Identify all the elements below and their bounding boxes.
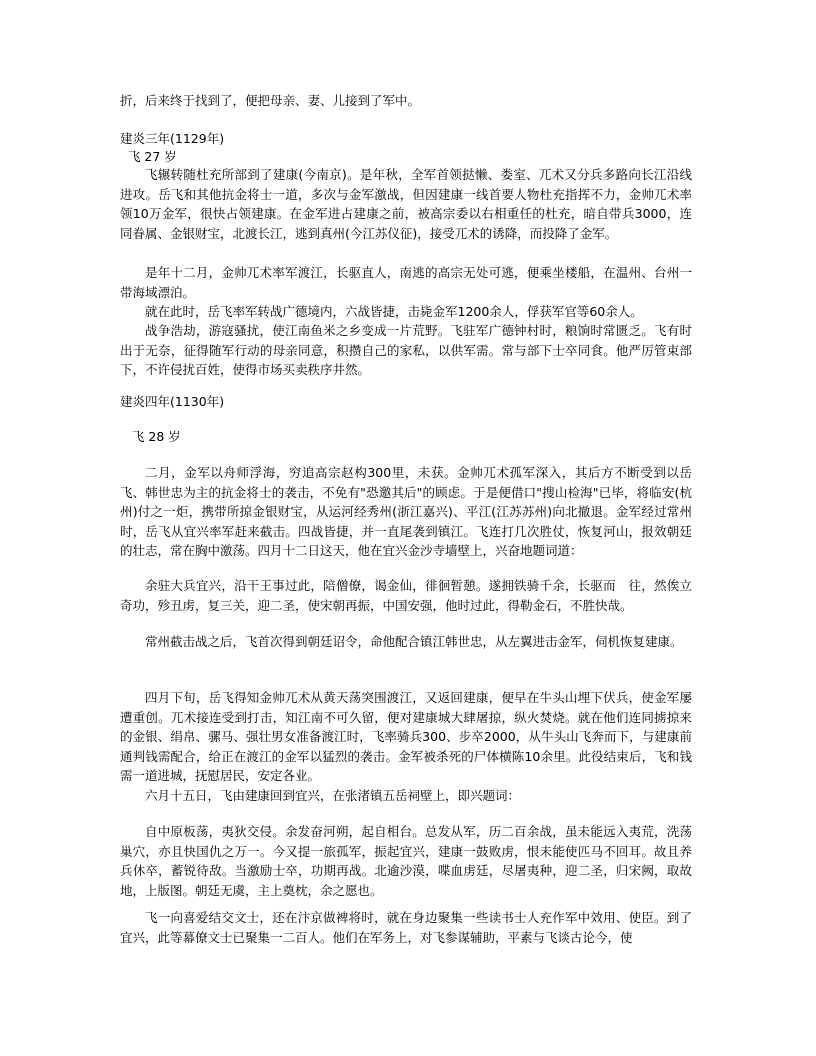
section-heading: 建炎四年(1130年)	[120, 394, 225, 409]
paragraph: 飞一向喜爱结交文士，还在汴京做裨将时，就在身边聚集一些读书士人充作军中效用、使臣。到了宜兴，此等幕僚文士已聚集一二百人。他们在军务上，对飞参谋辅助，平素与飞谈古论今，使	[120, 910, 692, 945]
paragraph: 四月下旬，岳飞得知金帅兀术从黄天荡突围渡江，又返回建康，便早在牛头山埋下伏兵，使金军屡遭重创。兀术接连受到打击，知江南不可久留，便对建康城大肆屠掠，纵火焚烧。就在他们连同掳掠来的金银、绢帛、骡马、强壮男女准备渡江时，飞率骑兵300、步卒2000，从牛头山飞奔而下，与建康前通判钱需配合，给正在渡江的金军以猛烈的袭击。金军被杀死的尸体横陈10余里。此役结束后，飞和钱需一道进城，抚慰居民，安定各业。	[120, 690, 692, 783]
quote-paragraph: 余驻大兵宜兴，沿干王事过此，陪僧僚，谒金仙，徘徊暂憩。遂拥铁骑千余，长驱而 往，然俟立奇功，殄丑虏，复三关，迎二圣，使宋朝再振，中国安强，他时过此，得勒金石，不胜快哉。	[120, 578, 692, 613]
section-heading: 建炎三年(1129年)	[120, 131, 225, 146]
paragraph: 常州截击战之后，飞首次得到朝廷诏令，命他配合镇江韩世忠，从左翼进击金军，伺机恢复建康。	[145, 634, 683, 649]
paragraph: 就在此时，岳飞率军转战广德境内，六战皆捷，击毙金军1200余人，俘获军官等60余人。	[145, 304, 643, 319]
paragraph: 六月十五日，飞由建康回到宜兴，在张渚镇五岳祠壁上，即兴题词：	[145, 788, 521, 803]
age-line	[120, 428, 181, 446]
paragraph: 飞辗转随杜充所部到了建康(今南京)。是年秋，全军首领挞懒、娄室、兀术又分兵多路向长江沿线进攻。岳飞和其他抗金将士一道，多次与金军激战，但因建康一线首要人物杜充指挥不力，金帅兀术率领10万金军，很快占领建康。在金军进占建康之前，被高宗委以右相重任的杜充，暗自带兵3000，连同眷属、金银财宝，北渡长江，逃到真州(今江苏仪征)，接受兀术的诱降，而投降了金军。	[120, 167, 692, 241]
age-label: 飞 28 岁	[131, 429, 181, 444]
age-line	[120, 148, 177, 166]
intro-tail-text: 折，后来终于找到了，便把母亲、妻、儿接到了军中。	[120, 93, 421, 108]
paragraph: 是年十二月，金帅兀术率军渡江，长驱直人，南逃的高宗无处可逃，便乘坐楼船，在温州、台州一带海域漂泊。	[120, 265, 692, 300]
age-label: 飞 27 岁	[127, 149, 177, 164]
paragraph: 二月，金军以舟师浮海，穷追高宗赵构300里，未获。金帅兀术孤军深入，其后方不断受到以岳飞、韩世忠为主的抗金将士的袭击，不免有"恐邀其后"的顾虑。于是便借口"搜山检海"已毕，将临安(杭州)付之一炬，携带所掠金银财宝，从运河经秀州(浙江嘉兴)、平江(江苏苏州)向北撤退。金军经过常州时，岳飞从宜兴率军赶来截击。四战皆捷，并一直尾袭到镇江。飞连打几次胜仗，恢复河山，报效朝廷的壮志，常在胸中激荡。四月十二日这天，他在宜兴金沙寺墙壁上，兴奋地题词道：	[120, 465, 692, 558]
quote-paragraph: 自中原板荡，夷狄交侵。余发奋河朔，起自相台。总发从军，历二百余战，虽未能远入夷荒，洗荡巢穴，亦且快国仇之万一。今又提一旅孤军，振起宜兴，建康一鼓败虏，恨未能使匹马不回耳。故且养兵休卒，蓄锐待敌。当激励士卒，功期再战。北逾沙漠，喋血虏廷，尽屠夷种，迎二圣，归宋阙，取故地，上版图。朝廷无虞，主上奠枕，余之愿也。	[120, 824, 692, 898]
paragraph: 战争浩劫，游寇骚扰，使江南鱼米之乡变成一片荒野。飞驻军广德钟村时，粮饷时常匮乏。飞有时出于无奈，征得随军行动的母亲同意，积攒自己的家私，以供军需。常与部下士卒同食。他严厉管束部下，不许侵扰百姓，使得市场买卖秩序井然。	[120, 323, 692, 377]
